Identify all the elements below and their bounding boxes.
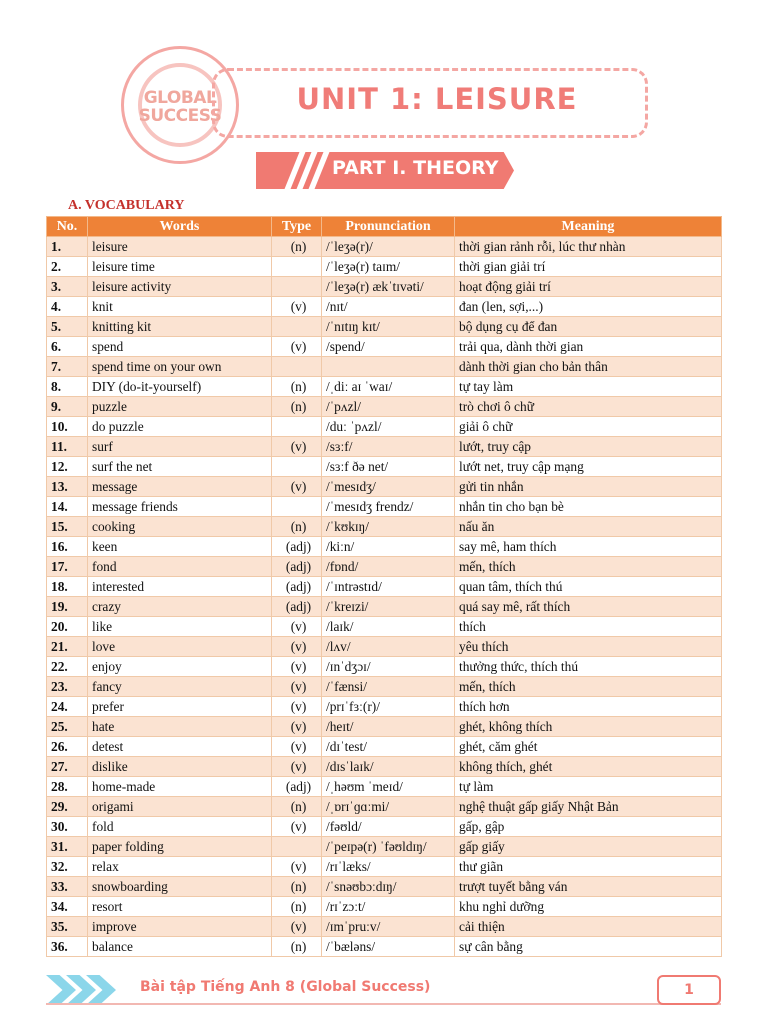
- type-cell: (v): [272, 757, 322, 777]
- type-cell: (v): [272, 717, 322, 737]
- type-cell: (adj): [272, 777, 322, 797]
- table-row: [47, 437, 722, 457]
- table-row: [47, 817, 722, 837]
- pronunciation-cell: /laɪk/: [322, 617, 455, 637]
- type-cell: (v): [272, 657, 322, 677]
- pronunciation-cell: /sɜːf/: [322, 437, 455, 457]
- table-row: [47, 297, 722, 317]
- meaning-cell: đan (len, sợi,...): [455, 297, 722, 317]
- word-cell: improve: [88, 917, 272, 937]
- pronunciation-cell: /ɪmˈpruːv/: [322, 917, 455, 937]
- meaning-cell: không thích, ghét: [455, 757, 722, 777]
- pronunciation-cell: /rɪˈlæks/: [322, 857, 455, 877]
- meaning-cell: thưởng thức, thích thú: [455, 657, 722, 677]
- table-row: [47, 397, 722, 417]
- word-cell: crazy: [88, 597, 272, 617]
- type-cell: (adj): [272, 557, 322, 577]
- word-cell: spend: [88, 337, 272, 357]
- column-header-words: Words: [88, 217, 272, 237]
- table-row: [47, 477, 722, 497]
- type-cell: [272, 317, 322, 337]
- pronunciation-cell: /ˌdiː aɪ ˈwaɪ/: [322, 377, 455, 397]
- table-row: [47, 417, 722, 437]
- word-cell: enjoy: [88, 657, 272, 677]
- word-cell: detest: [88, 737, 272, 757]
- table-row: [47, 697, 722, 717]
- meaning-cell: mến, thích: [455, 557, 722, 577]
- row-number: 15.: [47, 517, 88, 537]
- word-cell: dislike: [88, 757, 272, 777]
- word-cell: surf the net: [88, 457, 272, 477]
- word-cell: love: [88, 637, 272, 657]
- row-number: 30.: [47, 817, 88, 837]
- type-cell: (v): [272, 337, 322, 357]
- meaning-cell: yêu thích: [455, 637, 722, 657]
- table-row: [47, 537, 722, 557]
- table-row: [47, 737, 722, 757]
- row-number: 7.: [47, 357, 88, 377]
- meaning-cell: tự tay làm: [455, 377, 722, 397]
- pronunciation-cell: /ˈnɪtɪŋ kɪt/: [322, 317, 455, 337]
- table-row: [47, 237, 722, 257]
- type-cell: (adj): [272, 537, 322, 557]
- row-number: 31.: [47, 837, 88, 857]
- column-header-pronunciation: Pronunciation: [322, 217, 455, 237]
- pronunciation-cell: /spend/: [322, 337, 455, 357]
- meaning-cell: nhắn tin cho bạn bè: [455, 497, 722, 517]
- type-cell: (n): [272, 237, 322, 257]
- table-row: [47, 917, 722, 937]
- part-label: PART I. THEORY: [332, 157, 499, 179]
- type-cell: [272, 417, 322, 437]
- type-cell: (v): [272, 637, 322, 657]
- footer-text: Bài tập Tiếng Anh 8 (Global Success): [140, 979, 431, 995]
- type-cell: (v): [272, 297, 322, 317]
- word-cell: knitting kit: [88, 317, 272, 337]
- column-header-type: Type: [272, 217, 322, 237]
- word-cell: home-made: [88, 777, 272, 797]
- word-cell: cooking: [88, 517, 272, 537]
- type-cell: (n): [272, 377, 322, 397]
- meaning-cell: dành thời gian cho bản thân: [455, 357, 722, 377]
- word-cell: message friends: [88, 497, 272, 517]
- meaning-cell: trò chơi ô chữ: [455, 397, 722, 417]
- pronunciation-cell: /prɪˈfɜː(r)/: [322, 697, 455, 717]
- row-number: 27.: [47, 757, 88, 777]
- pronunciation-cell: /lʌv/: [322, 637, 455, 657]
- row-number: 34.: [47, 897, 88, 917]
- word-cell: like: [88, 617, 272, 637]
- meaning-cell: thư giãn: [455, 857, 722, 877]
- table-row: [47, 577, 722, 597]
- row-number: 25.: [47, 717, 88, 737]
- row-number: 29.: [47, 797, 88, 817]
- pronunciation-cell: /nɪt/: [322, 297, 455, 317]
- word-cell: surf: [88, 437, 272, 457]
- pronunciation-cell: /ˈleʒə(r)/: [322, 237, 455, 257]
- type-cell: (v): [272, 437, 322, 457]
- meaning-cell: hoạt động giải trí: [455, 277, 722, 297]
- page-number: 1: [657, 975, 721, 1005]
- type-cell: [272, 497, 322, 517]
- type-cell: (v): [272, 917, 322, 937]
- table-row: [47, 677, 722, 697]
- pronunciation-cell: /fɒnd/: [322, 557, 455, 577]
- pronunciation-cell: /ˈkʊkɪŋ/: [322, 517, 455, 537]
- row-number: 18.: [47, 577, 88, 597]
- row-number: 36.: [47, 937, 88, 957]
- pronunciation-cell: /kiːn/: [322, 537, 455, 557]
- type-cell: (v): [272, 477, 322, 497]
- pronunciation-cell: /heɪt/: [322, 717, 455, 737]
- type-cell: (v): [272, 857, 322, 877]
- row-number: 32.: [47, 857, 88, 877]
- row-number: 5.: [47, 317, 88, 337]
- meaning-cell: gấp, gập: [455, 817, 722, 837]
- footer-divider: [46, 1003, 721, 1005]
- meaning-cell: cải thiện: [455, 917, 722, 937]
- word-cell: spend time on your own: [88, 357, 272, 377]
- row-number: 24.: [47, 697, 88, 717]
- type-cell: (v): [272, 697, 322, 717]
- pronunciation-cell: /duː ˈpʌzl/: [322, 417, 455, 437]
- pronunciation-cell: /ˈsnəʊbɔːdɪŋ/: [322, 877, 455, 897]
- word-cell: puzzle: [88, 397, 272, 417]
- meaning-cell: ghét, không thích: [455, 717, 722, 737]
- section-title: A. VOCABULARY: [68, 198, 185, 213]
- row-number: 12.: [47, 457, 88, 477]
- table-row: [47, 337, 722, 357]
- pronunciation-cell: [322, 357, 455, 377]
- meaning-cell: thích hơn: [455, 697, 722, 717]
- type-cell: (v): [272, 677, 322, 697]
- meaning-cell: lướt net, truy cập mạng: [455, 457, 722, 477]
- pronunciation-cell: /ˈbæləns/: [322, 937, 455, 957]
- word-cell: fancy: [88, 677, 272, 697]
- type-cell: (v): [272, 617, 322, 637]
- pronunciation-cell: /ˌhəʊm ˈmeɪd/: [322, 777, 455, 797]
- word-cell: fond: [88, 557, 272, 577]
- meaning-cell: nghệ thuật gấp giấy Nhật Bản: [455, 797, 722, 817]
- table-row: [47, 497, 722, 517]
- meaning-cell: quan tâm, thích thú: [455, 577, 722, 597]
- type-cell: [272, 257, 322, 277]
- type-cell: (v): [272, 817, 322, 837]
- table-body: [47, 237, 722, 957]
- type-cell: (v): [272, 737, 322, 757]
- meaning-cell: ghét, căm ghét: [455, 737, 722, 757]
- pronunciation-cell: /dɪˈtest/: [322, 737, 455, 757]
- row-number: 16.: [47, 537, 88, 557]
- word-cell: message: [88, 477, 272, 497]
- table-row: [47, 857, 722, 877]
- type-cell: (adj): [272, 597, 322, 617]
- table-row: [47, 377, 722, 397]
- row-number: 26.: [47, 737, 88, 757]
- logo-line-1: GLOBAL: [143, 88, 217, 108]
- row-number: 8.: [47, 377, 88, 397]
- pronunciation-cell: /sɜːf ðə net/: [322, 457, 455, 477]
- meaning-cell: nấu ăn: [455, 517, 722, 537]
- word-cell: interested: [88, 577, 272, 597]
- pronunciation-cell: /ˈleʒə(r) ækˈtɪvəti/: [322, 277, 455, 297]
- meaning-cell: sự cân bằng: [455, 937, 722, 957]
- word-cell: fold: [88, 817, 272, 837]
- row-number: 1.: [47, 237, 88, 257]
- table-row: [47, 717, 722, 737]
- column-header-no: No.: [47, 217, 88, 237]
- pronunciation-cell: /ˌɒrɪˈɡɑːmi/: [322, 797, 455, 817]
- type-cell: (n): [272, 897, 322, 917]
- pronunciation-cell: /ˈpeɪpə(r) ˈfəʊldɪŋ/: [322, 837, 455, 857]
- type-cell: (n): [272, 517, 322, 537]
- table-row: [47, 897, 722, 917]
- type-cell: [272, 357, 322, 377]
- column-header-meaning: Meaning: [455, 217, 722, 237]
- meaning-cell: thời gian giải trí: [455, 257, 722, 277]
- table-row: [47, 757, 722, 777]
- meaning-cell: giải ô chữ: [455, 417, 722, 437]
- meaning-cell: bộ dụng cụ để đan: [455, 317, 722, 337]
- meaning-cell: mến, thích: [455, 677, 722, 697]
- word-cell: keen: [88, 537, 272, 557]
- meaning-cell: thời gian rảnh rỗi, lúc thư nhàn: [455, 237, 722, 257]
- table-row: [47, 357, 722, 377]
- meaning-cell: lướt, truy cập: [455, 437, 722, 457]
- row-number: 9.: [47, 397, 88, 417]
- row-number: 10.: [47, 417, 88, 437]
- row-number: 17.: [47, 557, 88, 577]
- meaning-cell: khu nghỉ dưỡng: [455, 897, 722, 917]
- meaning-cell: quá say mê, rất thích: [455, 597, 722, 617]
- word-cell: prefer: [88, 697, 272, 717]
- logo-line-2: SUCCESS: [138, 106, 222, 126]
- row-number: 13.: [47, 477, 88, 497]
- type-cell: (n): [272, 937, 322, 957]
- row-number: 4.: [47, 297, 88, 317]
- table-row: [47, 777, 722, 797]
- table-row: [47, 877, 722, 897]
- row-number: 28.: [47, 777, 88, 797]
- table-row: [47, 637, 722, 657]
- table-header-row: [47, 217, 722, 237]
- word-cell: paper folding: [88, 837, 272, 857]
- table-row: [47, 837, 722, 857]
- row-number: 20.: [47, 617, 88, 637]
- row-number: 6.: [47, 337, 88, 357]
- pronunciation-cell: /ɪnˈdʒɔɪ/: [322, 657, 455, 677]
- word-cell: resort: [88, 897, 272, 917]
- word-cell: leisure activity: [88, 277, 272, 297]
- row-number: 2.: [47, 257, 88, 277]
- type-cell: [272, 837, 322, 857]
- table-row: [47, 597, 722, 617]
- word-cell: DIY (do-it-yourself): [88, 377, 272, 397]
- pronunciation-cell: /ˈɪntrəstɪd/: [322, 577, 455, 597]
- row-number: 19.: [47, 597, 88, 617]
- word-cell: do puzzle: [88, 417, 272, 437]
- meaning-cell: trải qua, dành thời gian: [455, 337, 722, 357]
- pronunciation-cell: /fəʊld/: [322, 817, 455, 837]
- meaning-cell: say mê, ham thích: [455, 537, 722, 557]
- table-row: [47, 617, 722, 637]
- pronunciation-cell: /dɪsˈlaɪk/: [322, 757, 455, 777]
- pronunciation-cell: /ˈkreɪzi/: [322, 597, 455, 617]
- type-cell: [272, 277, 322, 297]
- type-cell: (n): [272, 877, 322, 897]
- vocabulary-table: [46, 216, 722, 957]
- type-cell: [272, 457, 322, 477]
- word-cell: hate: [88, 717, 272, 737]
- table-row: [47, 937, 722, 957]
- type-cell: (n): [272, 397, 322, 417]
- table-row: [47, 657, 722, 677]
- table-row: [47, 557, 722, 577]
- pronunciation-cell: /ˈleʒə(r) taɪm/: [322, 257, 455, 277]
- word-cell: snowboarding: [88, 877, 272, 897]
- meaning-cell: trượt tuyết bằng ván: [455, 877, 722, 897]
- meaning-cell: gấp giấy: [455, 837, 722, 857]
- table-row: [47, 277, 722, 297]
- pronunciation-cell: /rɪˈzɔːt/: [322, 897, 455, 917]
- meaning-cell: tự làm: [455, 777, 722, 797]
- table-row: [47, 257, 722, 277]
- row-number: 23.: [47, 677, 88, 697]
- row-number: 33.: [47, 877, 88, 897]
- row-number: 3.: [47, 277, 88, 297]
- meaning-cell: gửi tin nhắn: [455, 477, 722, 497]
- type-cell: (adj): [272, 577, 322, 597]
- row-number: 35.: [47, 917, 88, 937]
- word-cell: relax: [88, 857, 272, 877]
- row-number: 22.: [47, 657, 88, 677]
- pronunciation-cell: /ˈpʌzl/: [322, 397, 455, 417]
- row-number: 21.: [47, 637, 88, 657]
- word-cell: origami: [88, 797, 272, 817]
- table-row: [47, 457, 722, 477]
- row-number: 11.: [47, 437, 88, 457]
- table-row: [47, 317, 722, 337]
- meaning-cell: thích: [455, 617, 722, 637]
- pronunciation-cell: /ˈmesɪdʒ frendz/: [322, 497, 455, 517]
- unit-title: UNIT 1: LEISURE: [296, 82, 578, 116]
- type-cell: (n): [272, 797, 322, 817]
- word-cell: leisure: [88, 237, 272, 257]
- table-row: [47, 797, 722, 817]
- pronunciation-cell: /ˈmesɪdʒ/: [322, 477, 455, 497]
- word-cell: leisure time: [88, 257, 272, 277]
- pronunciation-cell: /ˈfænsi/: [322, 677, 455, 697]
- table-row: [47, 517, 722, 537]
- word-cell: knit: [88, 297, 272, 317]
- row-number: 14.: [47, 497, 88, 517]
- word-cell: balance: [88, 937, 272, 957]
